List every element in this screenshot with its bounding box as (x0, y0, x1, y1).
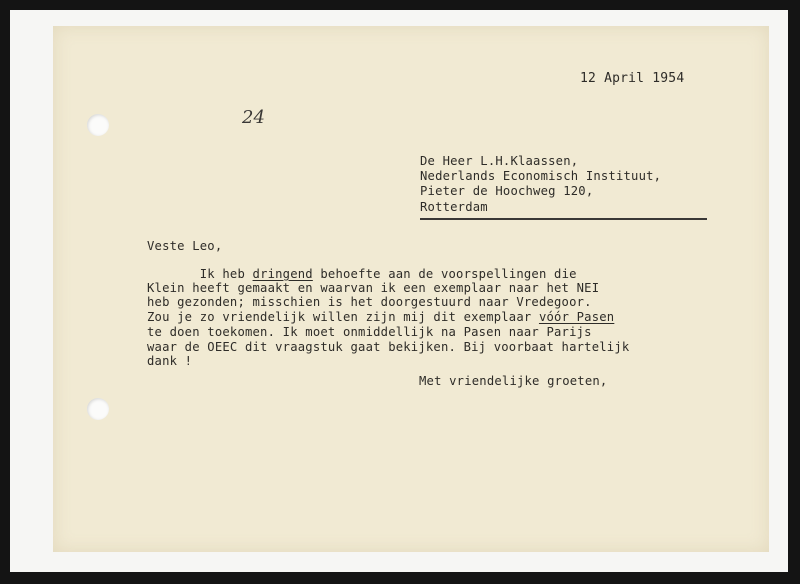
body-line-4 (147, 311, 614, 324)
punch-hole-bottom (87, 398, 109, 420)
address-line-3: Pieter de Hoochweg 120, (420, 184, 594, 198)
body-line-6: waar de OEEC dit vraagstuk gaat bekijken. Bij voorbaat hartelijk (147, 340, 630, 354)
closing: Met vriendelijke groeten, (419, 374, 608, 388)
body-line-3: heb gezonden; misschien is het doorgestuurd naar Vredegoor. (147, 295, 592, 309)
address-line-1: De Heer L.H.Klaassen, (420, 154, 579, 168)
body-line-5: te doen toekomen. Ik moet onmiddellijk na Pasen naar Parijs (147, 325, 592, 339)
underlined-word-dringend: dringend (252, 267, 313, 281)
address-underline (420, 218, 707, 220)
body-line-7: dank ! (147, 354, 193, 368)
letter-date: 12 April 1954 (580, 71, 685, 86)
body-line-1-start: Ik heb (147, 267, 253, 281)
body-line-2: Klein heeft gemaakt en waarvan ik een exemplaar naar het NEI (147, 281, 600, 295)
body-line-1 (147, 268, 577, 281)
body-line-1-end: behoefte aan de voorspellingen die (312, 267, 577, 281)
address-line-2: Nederlands Economisch Instituut, (420, 169, 662, 183)
address-line-4: Rotterdam (420, 200, 488, 214)
salutation: Veste Leo, (147, 239, 223, 253)
punch-hole-top (87, 114, 109, 136)
underlined-phrase-voor-pasen: vóór Pasen (538, 310, 615, 324)
body-line-4-start: Zou je zo vriendelijk willen zijn mij dit exemplaar (147, 310, 539, 324)
handwritten-number: 24 (242, 107, 265, 128)
